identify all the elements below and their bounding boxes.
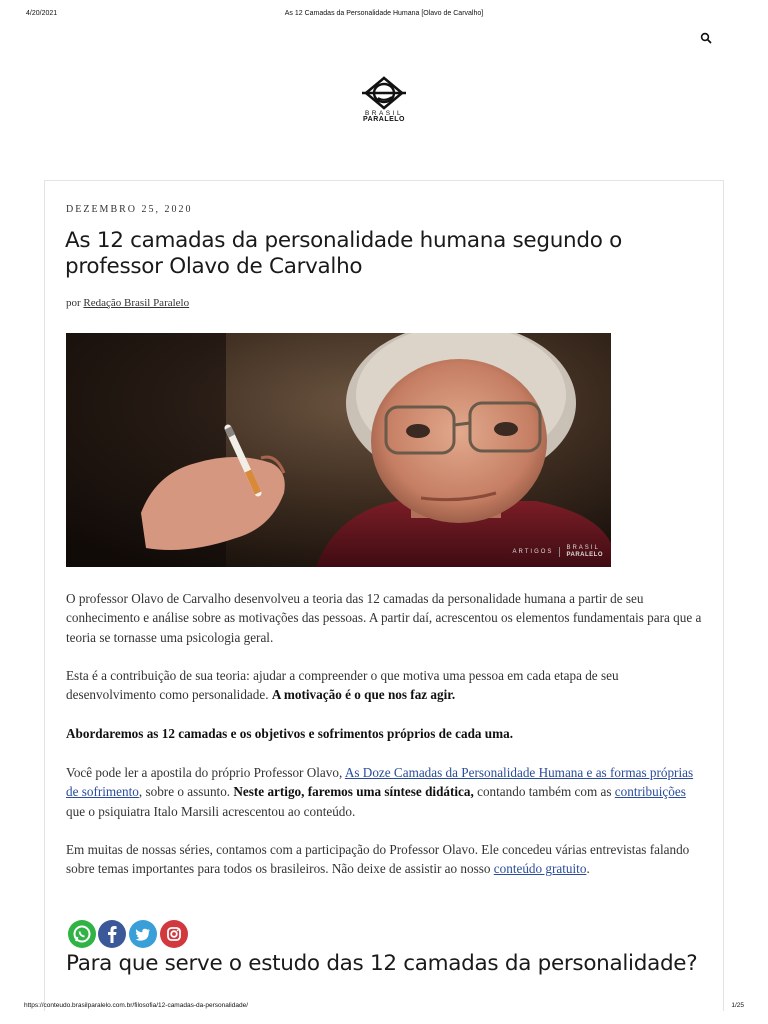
section-heading: Para que serve o estudo das 12 camadas da personalidade?: [66, 951, 698, 976]
brasil-paralelo-logo[interactable]: [354, 76, 414, 132]
paragraph-4-text-b: , sobre o assunto.: [138, 784, 234, 800]
image-brand-line2: PARALELO: [566, 552, 603, 558]
image-brand-line1: BRASIL: [566, 545, 600, 551]
print-url: https://conteudo.brasilparalelo.com.br/filosofia/12-camadas-da-personalidade/: [24, 1002, 249, 1009]
article-title: As 12 camadas da personalidade humana segundo o professor Olavo de Carvalho: [65, 228, 622, 279]
logo-line1: BRASIL: [364, 110, 404, 117]
image-tag: ARTIGOS: [512, 549, 554, 555]
paragraph-2-bold: A motivação é o que nos faz agir.: [271, 687, 456, 703]
paragraph-4-text-d: que o psiquiatra Italo Marsili acrescentou ao conteúdo.: [66, 803, 356, 819]
paragraph-4-bold: Neste artigo, faremos uma síntese didática,: [233, 784, 474, 800]
whatsapp-icon[interactable]: [68, 920, 96, 948]
hero-photo-illustration: [66, 333, 611, 567]
twitter-icon[interactable]: [129, 920, 157, 948]
logo-line2: PARALELO: [363, 116, 405, 123]
paragraph-2: [66, 666, 706, 705]
search-icon[interactable]: [700, 31, 712, 43]
byline: [66, 297, 189, 309]
print-title: As 12 Camadas da Personalidade Humana [Olavo de Carvalho]: [284, 10, 484, 17]
conteudo-gratuito-link[interactable]: conteúdo gratuito: [493, 861, 587, 877]
apostila-link[interactable]: As Doze Camadas da Personalidade Humana e as formas próprias de sofrimento: [66, 765, 694, 800]
print-header: [0, 10, 768, 22]
paragraph-5-text-b: .: [586, 861, 590, 877]
print-footer: [0, 1002, 768, 1012]
article-date: DEZEMBRO 25, 2020: [66, 204, 193, 215]
paragraph-1: O professor Olavo de Carvalho desenvolveu a teoria das 12 camadas da personalidade humana a partir de seu conhecimento e análise sobre as motivações das pessoas. A partir daí, acrescentou os elementos fundamentais para que a teoria se tornasse uma psicologia geral.: [66, 591, 702, 645]
paragraph-5-text-a: Em muitas de nossas séries, contamos com a participação do Professor Olavo. Ele concedeu várias entrevistas falando sobre temas importantes para todos os brasileiros. Não deixe de assistir ao nosso: [66, 842, 690, 877]
print-date: 4/20/2021: [26, 10, 58, 17]
instagram-icon[interactable]: [160, 920, 188, 948]
paragraph-4: [66, 763, 706, 821]
logo-emblem-icon: [360, 76, 408, 110]
author-link[interactable]: Redação Brasil Paralelo: [83, 297, 190, 309]
facebook-icon[interactable]: [98, 920, 126, 948]
print-page-number: 1/25: [731, 1002, 744, 1009]
paragraph-2-text: Esta é a contribuição de sua teoria: ajudar a compreender o que motiva uma pessoa em cada etapa de seu desenvolvimento como personalidade.: [66, 668, 619, 703]
paragraph-4-text-c: contando também com as: [473, 784, 615, 800]
hero-image: [66, 333, 611, 567]
paragraph-5: [66, 840, 706, 879]
paragraph-3-bold: Abordaremos as 12 camadas e os objetivos e sofrimentos próprios de cada uma.: [66, 726, 514, 741]
contribuicoes-link[interactable]: contribuições: [614, 784, 686, 800]
byline-prefix: por: [66, 297, 81, 309]
image-overlay-branding: [513, 545, 603, 559]
paragraph-4-text-a: Você pode ler a apostila do próprio Professor Olavo,: [66, 765, 345, 780]
paragraph-3: [66, 724, 706, 743]
